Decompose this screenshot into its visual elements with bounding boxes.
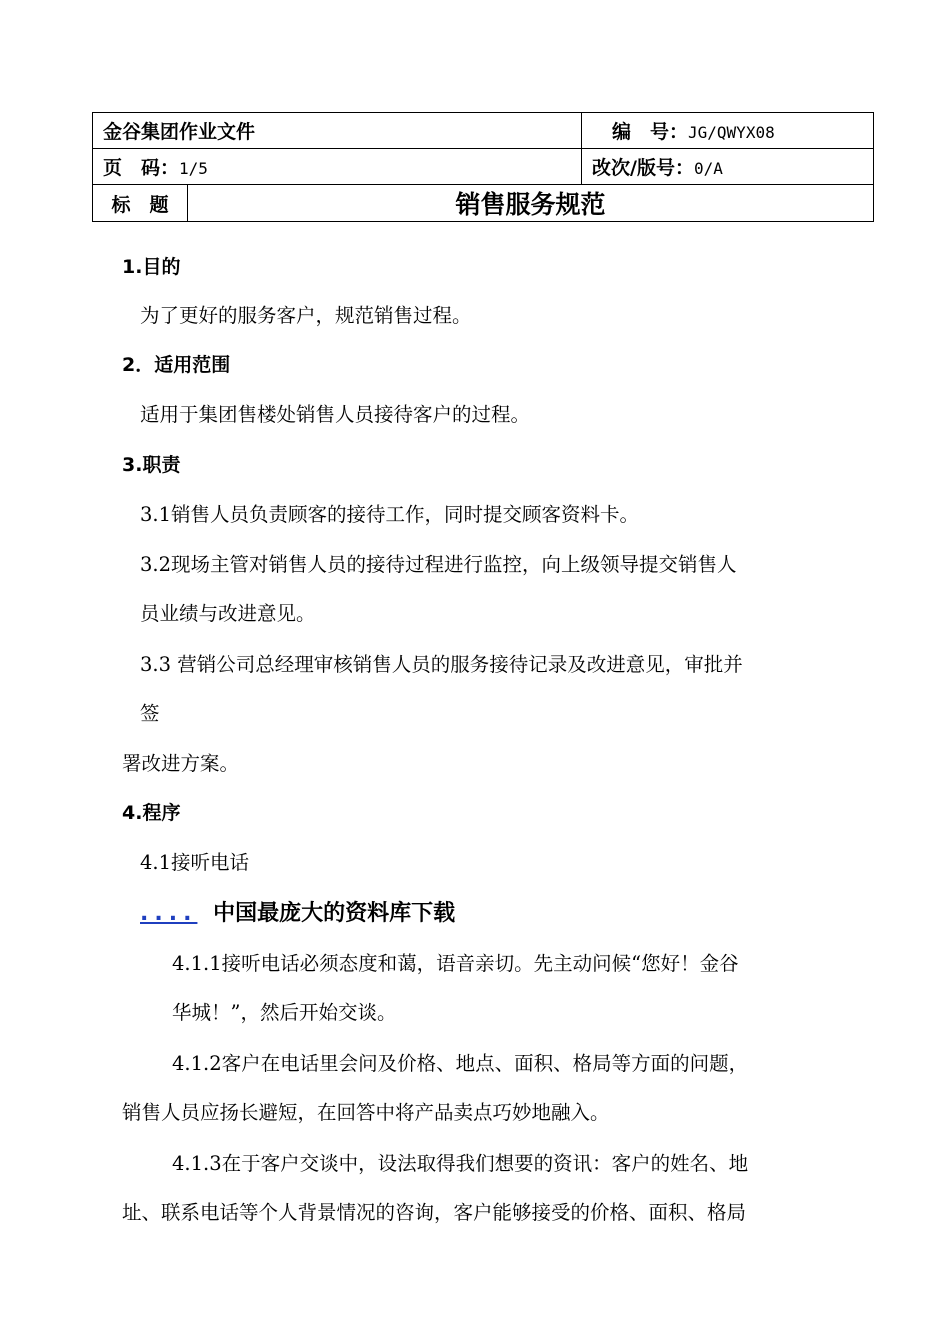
code-label: 编 号： xyxy=(612,121,689,143)
download-link-row xyxy=(140,896,455,927)
section-4-1-text: 4.1接听电话 xyxy=(140,851,250,874)
page-label: 页 码： xyxy=(103,157,180,179)
section-2-heading: 2．适用范围 xyxy=(122,354,231,376)
section-1-heading: 1.目的 xyxy=(122,256,181,278)
section-3-3-text-line-3: 署改进方案。 xyxy=(122,752,240,775)
section-4-1-1-line-1: 4.1.1接听电话必须态度和蔼，语音亲切。先主动问候“您好！金谷 xyxy=(172,952,739,975)
version-value: 0/A xyxy=(693,159,723,178)
section-3-3-text-line-1: 3.3 营销公司总经理审核销售人员的服务接待记录及改进意见，审批并 xyxy=(140,653,743,676)
section-3-2-text-line-1: 3.2现场主管对销售人员的接待过程进行监控，向上级领导提交销售人 xyxy=(140,553,737,576)
code-value: JG/QWYX08 xyxy=(688,123,775,142)
title-label: 标 题 xyxy=(111,193,169,216)
section-3-2-text-line-2: 员业绩与改进意见。 xyxy=(140,602,316,625)
section-3-heading: 3.职责 xyxy=(122,454,181,476)
document-title: 销售服务规范 xyxy=(455,190,606,219)
section-4-1-1-line-2: 华城！”，然后开始交谈。 xyxy=(172,1001,397,1024)
page-value: 1/5 xyxy=(179,159,208,178)
code-cell xyxy=(582,113,874,149)
section-3-1-text: 3.1销售人员负责顾客的接待工作，同时提交顾客资料卡。 xyxy=(140,503,640,526)
document-title-cell xyxy=(188,185,874,222)
company-doc: 金谷集团作业文件 xyxy=(103,121,256,143)
page-cell xyxy=(93,149,582,185)
title-row-table xyxy=(92,184,874,222)
download-link-dots[interactable]: .... xyxy=(140,901,198,926)
document-header-table xyxy=(92,112,874,185)
version-label: 改次/版号： xyxy=(592,157,694,179)
title-label-cell xyxy=(93,185,188,222)
section-3-3-text-line-2: 签 xyxy=(140,702,160,725)
section-4-1-2-line-1: 4.1.2客户在电话里会问及价格、地点、面积、格局等方面的问题， xyxy=(172,1052,749,1075)
section-4-1-3-line-2: 址、联系电话等个人背景情况的咨询，客户能够接受的价格、面积、格局 xyxy=(122,1201,747,1224)
section-1-text: 为了更好的服务客户，规范销售过程。 xyxy=(140,304,472,327)
section-4-1-3-line-1: 4.1.3在于客户交谈中，设法取得我们想要的资讯：客户的姓名、地 xyxy=(172,1152,749,1175)
company-doc-cell xyxy=(93,113,582,149)
version-cell xyxy=(582,149,874,185)
section-4-1-2-line-2: 销售人员应扬长避短，在回答中将产品卖点巧妙地融入。 xyxy=(122,1101,610,1124)
download-link-text: 中国最庞大的资料库下载 xyxy=(213,901,456,926)
section-2-text: 适用于集团售楼处销售人员接待客户的过程。 xyxy=(140,403,531,426)
section-4-heading: 4.程序 xyxy=(122,802,181,824)
